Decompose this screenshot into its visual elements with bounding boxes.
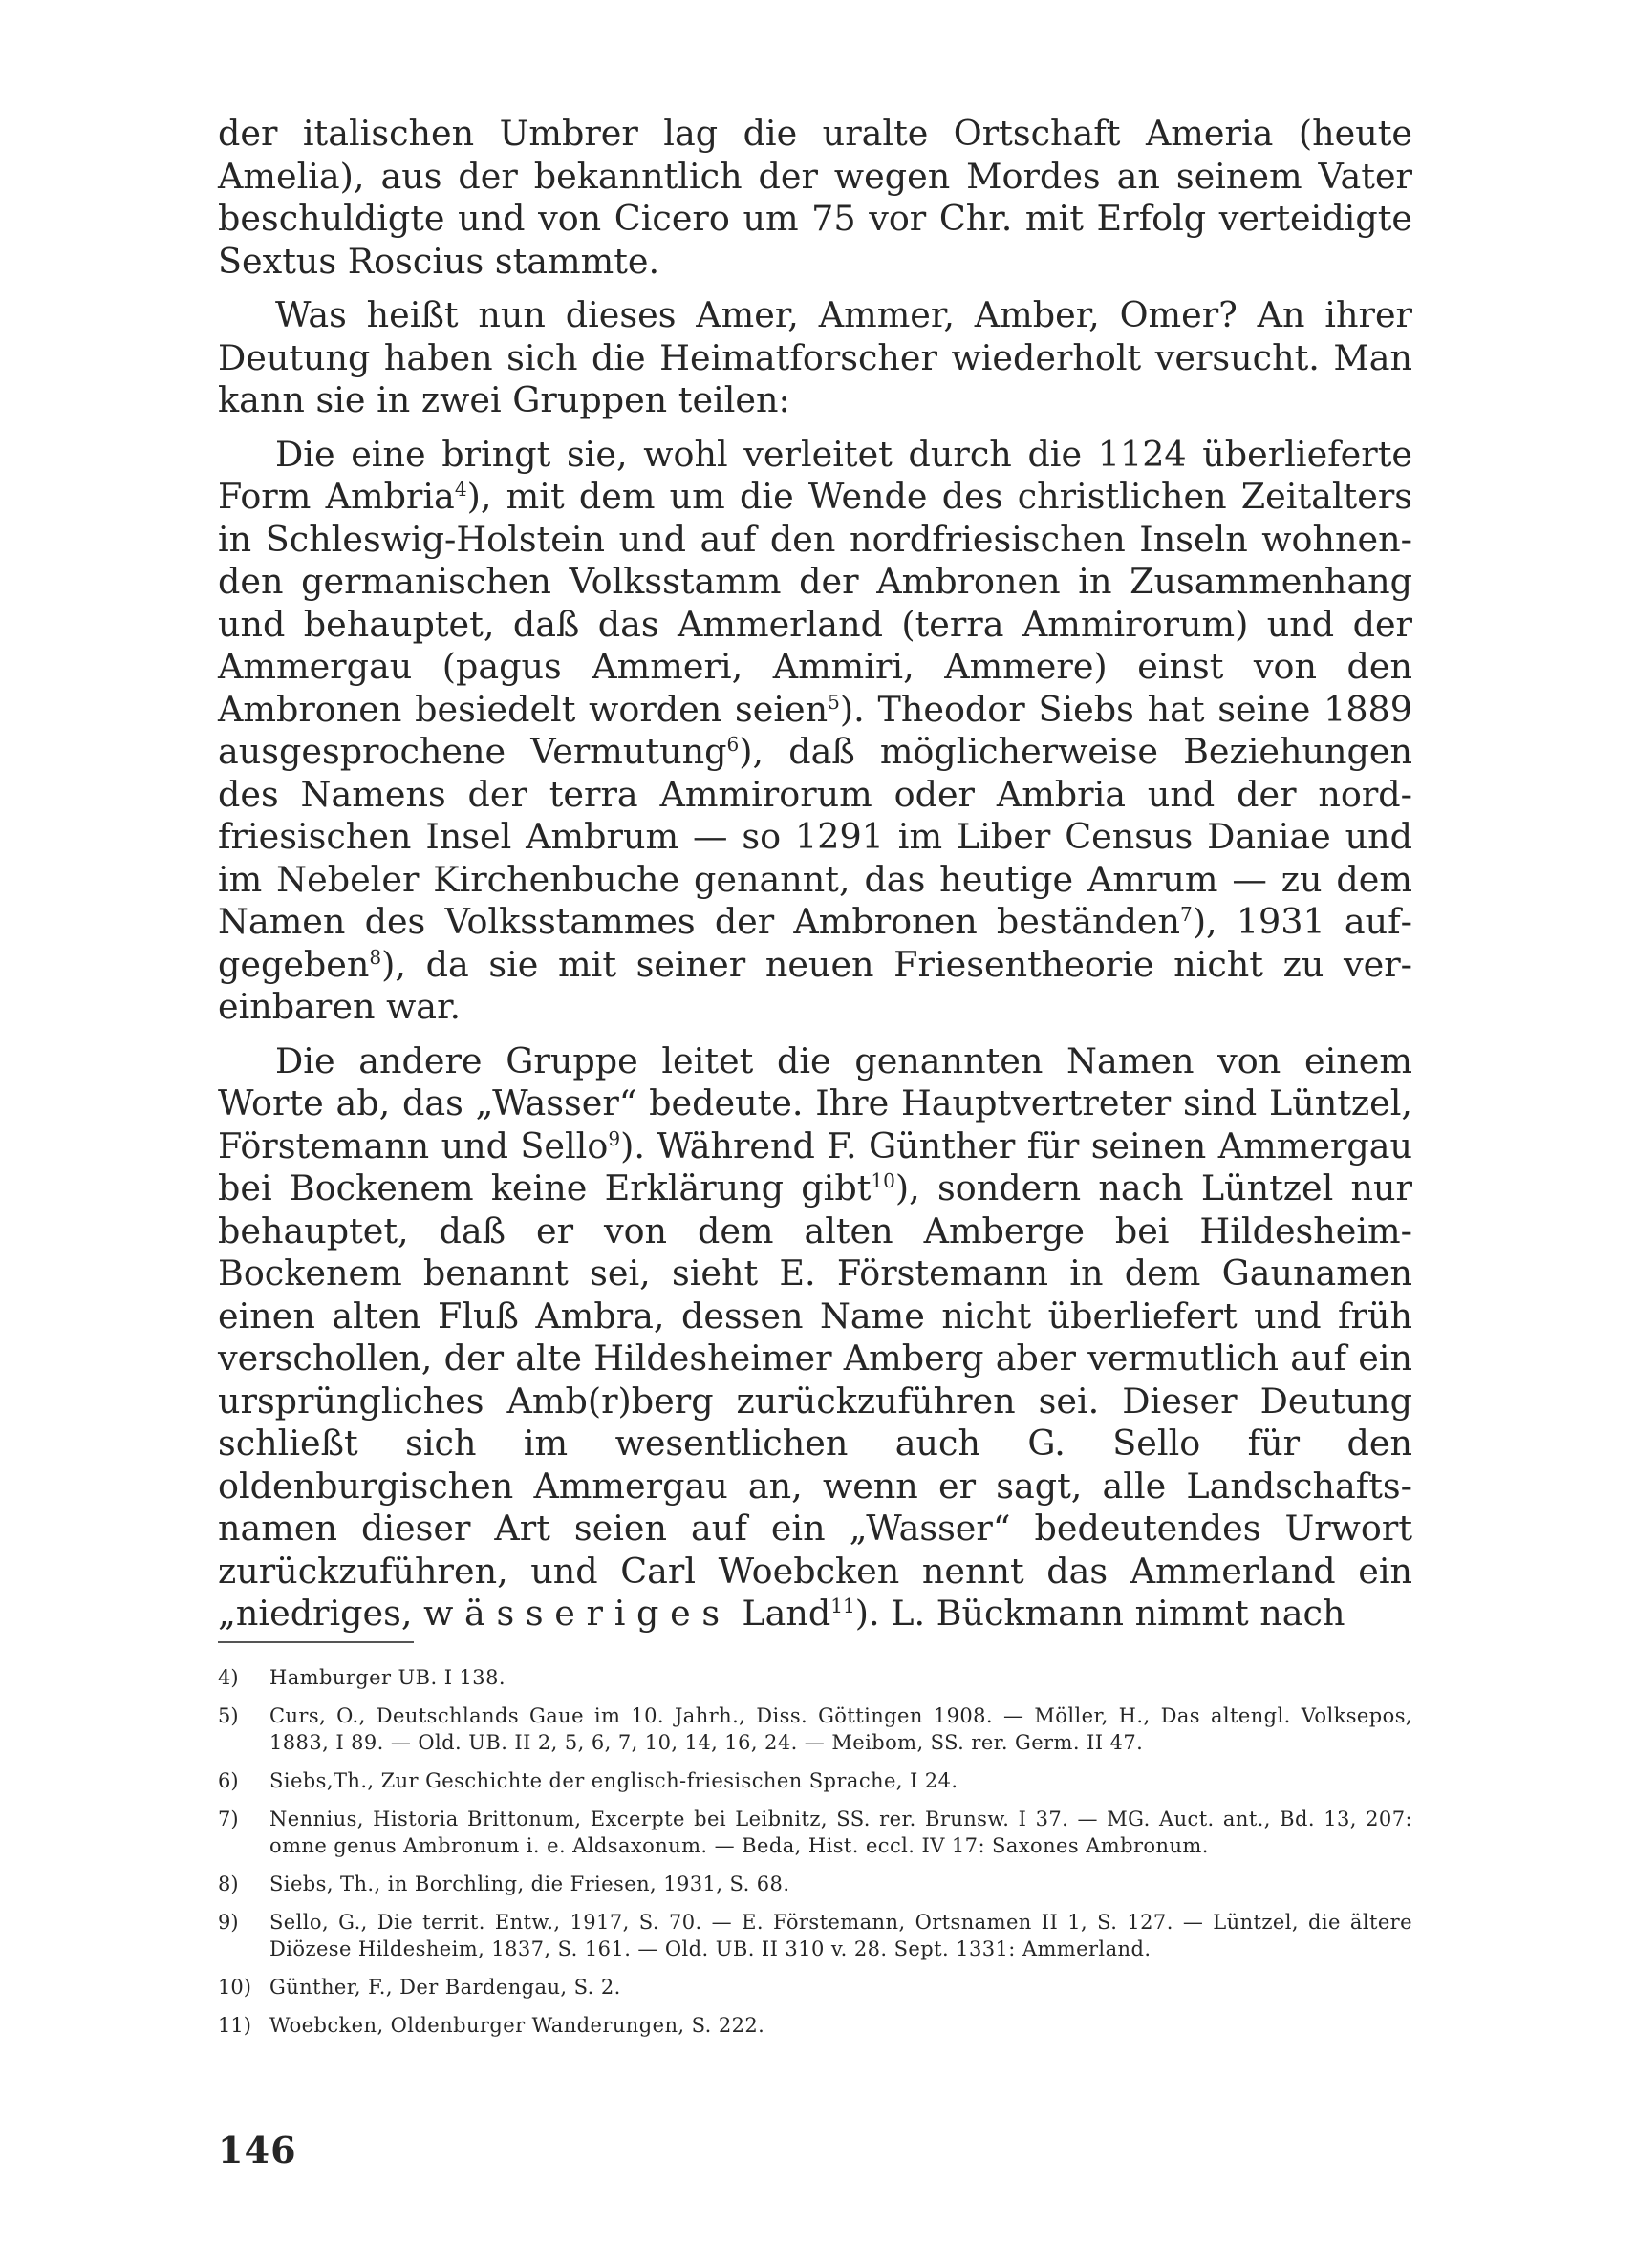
footnote bbox=[218, 1664, 1412, 1691]
footnote-marker: 10) bbox=[218, 1976, 251, 1999]
footnote-reference: 11 bbox=[830, 1594, 855, 1617]
text-run: ), sondern nach Lüntzel nur behauptet, daß er von dem alten Amberge bei Hildesheim-Bockenem benannt sei, sieht E. Förstemann in dem Gaunamen einen alten Fluß Ambra, dessen Name nicht überliefert und früh verschollen, der alte Hildesheimer Amberg aber vermutlich auf ein ursprüngliches Amb(r)berg zurückzuführen sei. Dieser Deutung schließt sich im wesentlichen auch G. Sello für den oldenburgischen Ammergau an, wenn er sagt, alle Landschaftsnamen dieser Art seien auf ein „Wasser“ bedeutendes Urwort zurückzuführen, und Carl Woebcken nennt das Ammerland ein „niedriges, bbox=[218, 1167, 1412, 1634]
footnote-reference: 10 bbox=[871, 1168, 895, 1192]
footnote-text: Sello, G., Die territ. Entw., 1917, S. 70. — E. Förstemann, Ortsnamen II 1, S. 127. — Lüntzel, die ältere Diözese Hildesheim, 1837, S. 161. — Old. UB. II 310 v. 28. Sept. 1331: Ammerland. bbox=[269, 1911, 1412, 1960]
footnote-text: Curs, O., Deutschlands Gaue im 10. Jahrh., Diss. Göttingen 1908. — Möller, H., Das altengl. Volksepos, 1883, I 89. — Old. UB. II 2, 5, 6, 7, 10, 14, 16, 24. — Meibom, SS. rer. Germ. II 47. bbox=[269, 1704, 1412, 1754]
footnote-text: Siebs, Th., in Borchling, die Friesen, 1931, S. 68. bbox=[269, 1872, 790, 1895]
text-run: der italischen Umbrer lag die uralte Ortschaft Ameria (heute Amelia), aus der bekanntlich der wegen Mordes an seinem Vater beschuldigte und von Cicero um 75 vor Chr. mit Erfolg verteidigte Sextus Roscius stammte. bbox=[218, 113, 1412, 282]
text-run: ). L. Bückmann nimmt nach bbox=[854, 1593, 1345, 1634]
footnote bbox=[218, 1974, 1412, 2001]
footnote-marker: 8) bbox=[218, 1872, 239, 1895]
footnote-text: Siebs,Th., Zur Geschichte der englisch-friesischen Sprache, I 24. bbox=[269, 1769, 958, 1792]
footnote bbox=[218, 1702, 1412, 1756]
footnote-marker: 5) bbox=[218, 1704, 239, 1727]
footnote bbox=[218, 2012, 1412, 2039]
footnote-separator bbox=[218, 1641, 414, 1643]
paragraph bbox=[218, 113, 1412, 283]
paragraph bbox=[218, 1040, 1412, 1636]
footnote-marker: 6) bbox=[218, 1769, 239, 1792]
footnote-reference: 6 bbox=[726, 732, 740, 756]
text-run: ). Theodor Siebs hat seine 1889 ausgesprochene Vermutung bbox=[218, 688, 1412, 772]
footnote bbox=[218, 1909, 1412, 1962]
footnote-text: Hamburger UB. I 138. bbox=[269, 1666, 506, 1689]
footnote-marker: 11) bbox=[218, 2014, 251, 2037]
footnote-reference: 4 bbox=[454, 477, 467, 501]
footnote-marker: 4) bbox=[218, 1666, 239, 1689]
paragraph bbox=[218, 434, 1412, 1029]
page-number: 146 bbox=[218, 2129, 297, 2172]
footnote-text: Günther, F., Der Bardengau, S. 2. bbox=[269, 1976, 621, 1999]
footnote bbox=[218, 1767, 1412, 1794]
text-run: Land bbox=[730, 1593, 831, 1634]
text-run: ), mit dem um die Wende des christlichen Zeitalters in Schleswig-Holstein und auf den nordfriesischen Inseln wohnenden germanischen Volksstamm der Ambronen in Zusammenhang und behauptet, daß das Ammerland (terra Ammirorum) und der Ammergau (pagus Ammeri, Ammiri, Ammere) einst von den Ambronen besiedelt worden seien bbox=[218, 476, 1412, 730]
text-run: ), 1931 aufgegeben bbox=[218, 901, 1412, 985]
footnote-reference: 7 bbox=[1180, 902, 1193, 926]
text-run: Was heißt nun dieses Amer, Ammer, Amber, Omer? An ihrer Deutung haben sich die Heimatforscher wiederholt versucht. Man kann sie in zwei Gruppen teilen: bbox=[218, 294, 1412, 420]
spaced-emphasis: wässeriges bbox=[423, 1593, 731, 1634]
text-run: ), da sie mit seiner neuen Friesentheorie nicht zu vereinbaren war. bbox=[218, 943, 1412, 1027]
footnote-reference: 8 bbox=[369, 945, 382, 969]
text-run: Die andere Gruppe leitet die genannten Namen von einem Worte ab, das „Wasser“ bedeute. Ihre Hauptvertreter sind Lüntzel, Förstemann und Sello bbox=[218, 1039, 1412, 1166]
text-run: Die eine bringt sie, wohl verleitet durch die 1124 überlieferte Form Ambria bbox=[218, 433, 1412, 517]
footnote-marker: 7) bbox=[218, 1808, 239, 1830]
text-run: ). Während F. Günther für seinen Ammergau bei Bockenem keine Erklärung gibt bbox=[218, 1124, 1413, 1209]
footnotes bbox=[218, 1664, 1412, 2050]
body-text bbox=[218, 113, 1412, 1647]
footnote-reference: 9 bbox=[608, 1126, 621, 1150]
footnote-text: Nennius, Historia Brittonum, Excerpte bei Leibnitz, SS. rer. Brunsw. I 37. — MG. Auct. ant., Bd. 13, 207: omne genus Ambronum i. e. Aldsaxonum. — Beda, Hist. eccl. IV 17: Saxones Ambronum. bbox=[269, 1808, 1412, 1857]
footnote-marker: 9) bbox=[218, 1911, 239, 1934]
footnote bbox=[218, 1806, 1412, 1859]
footnote-reference: 5 bbox=[828, 690, 840, 714]
paragraph bbox=[218, 294, 1412, 422]
footnote-text: Woebcken, Oldenburger Wanderungen, S. 222. bbox=[269, 2014, 765, 2037]
text-run: ), daß möglicherweise Beziehungen des Namens der terra Ammirorum oder Ambria und der nordfriesischen Insel Ambrum — so 1291 im Liber Census Daniae und im Nebeler Kirchenbuche genannt, das heutige Amrum — zu dem Namen des Volksstammes der Ambronen beständen bbox=[218, 731, 1412, 942]
footnote bbox=[218, 1871, 1412, 1897]
